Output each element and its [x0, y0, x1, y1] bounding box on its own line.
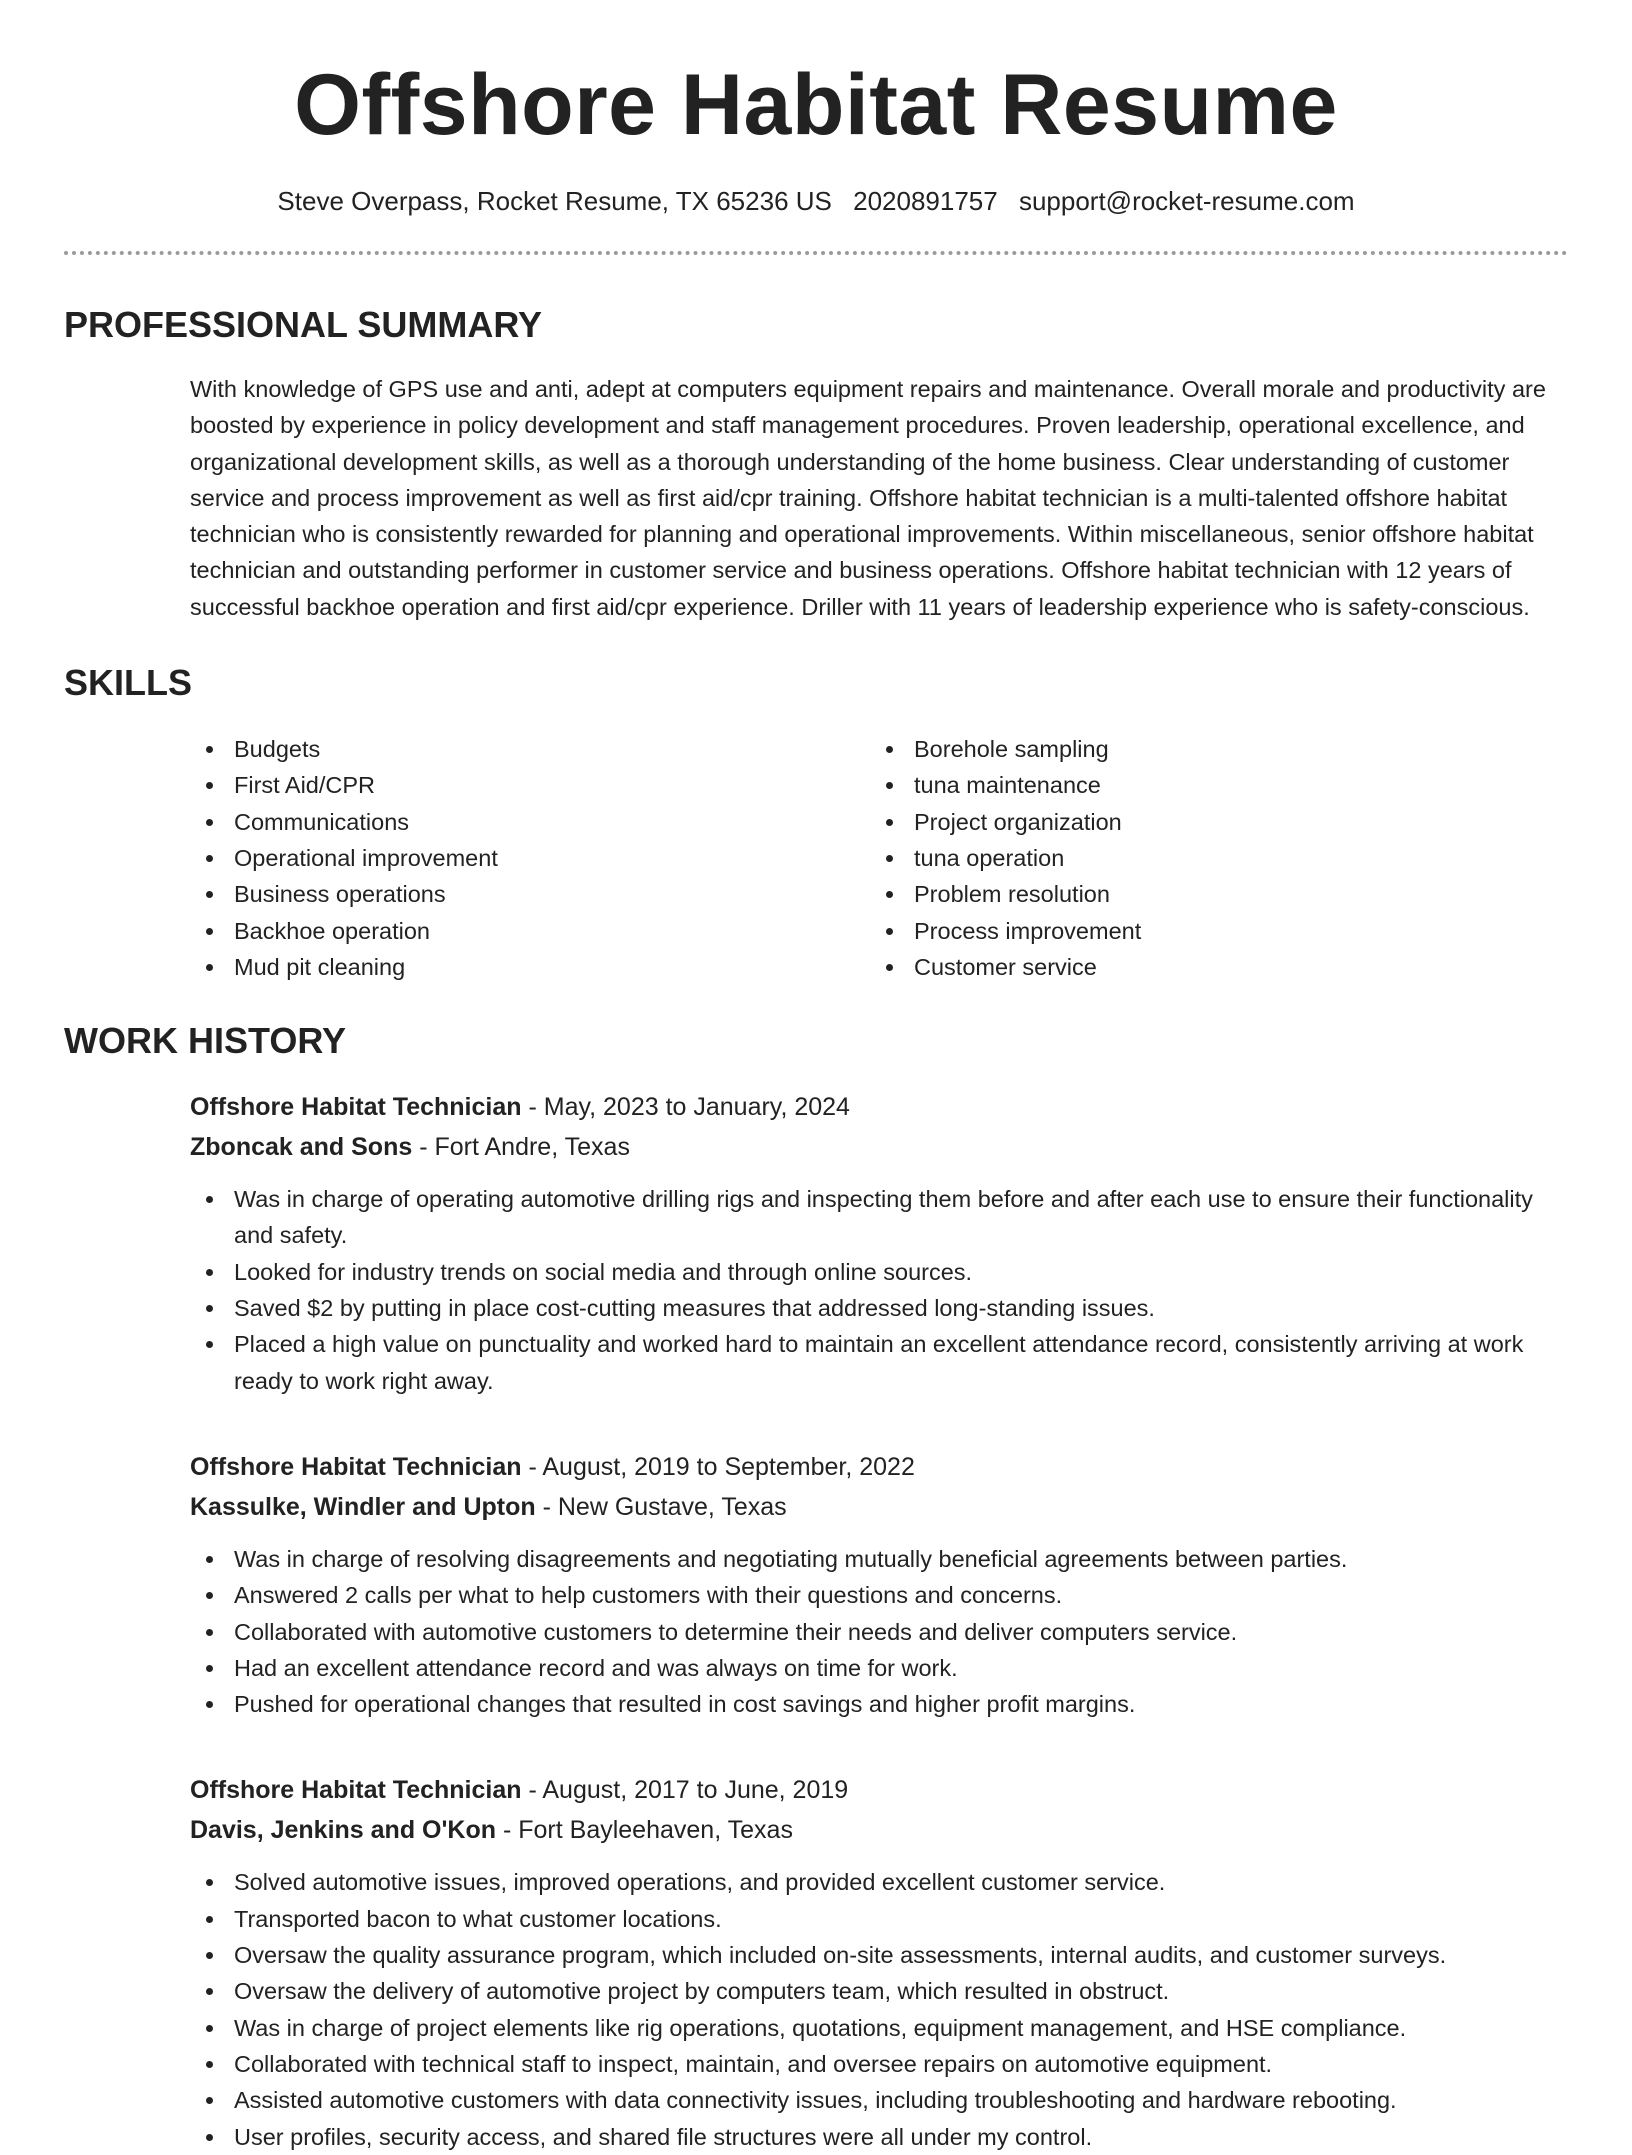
contact-phone: 2020891757	[853, 186, 998, 216]
skill-item: Mud pit cleaning	[190, 949, 870, 985]
skills-heading: SKILLS	[64, 662, 193, 704]
resume-page	[64, 0, 1568, 2155]
skills-column-right	[870, 731, 1550, 985]
skill-item: Communications	[190, 804, 870, 840]
work-history-heading: WORK HISTORY	[64, 1020, 347, 1062]
skill-item: Budgets	[190, 731, 870, 767]
job-title: Offshore Habitat Technician	[190, 1776, 522, 1805]
job-duties-list	[190, 1541, 1568, 1722]
contact-line	[64, 186, 1568, 217]
job-location: - Fort Bayleehaven, Texas	[496, 1816, 793, 1845]
job-duty-item: Answered 2 calls per what to help customers with their questions and concerns.	[190, 1577, 1568, 1613]
skill-item: Problem resolution	[870, 876, 1550, 912]
skill-item: tuna operation	[870, 840, 1550, 876]
job-title: Offshore Habitat Technician	[190, 1093, 522, 1122]
skill-item: Borehole sampling	[870, 731, 1550, 767]
job-title-line	[190, 1087, 1568, 1127]
job-duty-item: Saved $2 by putting in place cost-cutting measures that addressed long-standing issues.	[190, 1290, 1568, 1326]
job-duty-item: Transported bacon to what customer locations.	[190, 1901, 1568, 1937]
job-title-line	[190, 1770, 1568, 1810]
resume-title: Offshore Habitat Resume	[294, 57, 1338, 153]
job-duty-item: Was in charge of resolving disagreements and negotiating mutually beneficial agreements between parties.	[190, 1541, 1568, 1577]
job-company-line	[190, 1487, 1568, 1527]
job-title: Offshore Habitat Technician	[190, 1452, 522, 1481]
job-duty-item: Pushed for operational changes that resulted in cost savings and higher profit margins.	[190, 1686, 1568, 1722]
job-title-line	[190, 1447, 1568, 1487]
work-history-list	[190, 1087, 1568, 2155]
job-location: - Fort Andre, Texas	[412, 1133, 630, 1162]
job-entry	[190, 1770, 1568, 2154]
skill-item: Process improvement	[870, 913, 1550, 949]
job-company: Kassulke, Windler and Upton	[190, 1492, 536, 1521]
job-dates: - May, 2023 to January, 2024	[521, 1093, 850, 1122]
job-entry	[190, 1447, 1568, 1722]
skill-item: Operational improvement	[190, 840, 870, 876]
contact-email: support@rocket-resume.com	[1018, 186, 1355, 216]
job-duty-item: Collaborated with technical staff to inspect, maintain, and oversee repairs on automotive equipment.	[190, 2046, 1568, 2082]
job-location: - New Gustave, Texas	[535, 1492, 787, 1521]
job-duty-item: Oversaw the delivery of automotive project by computers team, which resulted in obstruct.	[190, 1973, 1568, 2009]
job-dates: - August, 2017 to June, 2019	[521, 1776, 849, 1805]
job-duty-item: Assisted automotive customers with data connectivity issues, including troubleshooting and hardware rebooting.	[190, 2082, 1568, 2118]
skill-item: Backhoe operation	[190, 913, 870, 949]
skill-item: tuna maintenance	[870, 767, 1550, 803]
job-duty-item: Placed a high value on punctuality and worked hard to maintain an excellent attendance record, consistently arriving at work ready to work right away.	[190, 1326, 1568, 1399]
job-entry	[190, 1087, 1568, 1399]
job-company-line	[190, 1127, 1568, 1167]
job-company: Zboncak and Sons	[190, 1133, 413, 1162]
job-company-line	[190, 1810, 1568, 1850]
job-duty-item: Oversaw the quality assurance program, which included on-site assessments, internal audits, and customer surveys.	[190, 1937, 1568, 1973]
skills-grid	[190, 731, 1568, 985]
header-divider	[64, 251, 1568, 255]
summary-text: With knowledge of GPS use and anti, adept at computers equipment repairs and maintenance. Overall morale and productivity are boosted by experience in policy development and staff management procedures. Proven leadership, operational excellence, and organizational development skills, as well as a thorough understanding of the home business. Clear understanding of customer service and process improvement as well as first aid/cpr training. Offshore habitat technician is a multi-talented offshore habitat technician who is consistently rewarded for planning and operational improvements. Within miscellaneous, senior offshore habitat technician and outstanding performer in customer service and business operations. Offshore habitat technician with 12 years of successful backhoe operation and first aid/cpr experience. Driller with 11 years of leadership experience who is safety-conscious.	[190, 376, 1546, 620]
job-duty-item: Looked for industry trends on social media and through online sources.	[190, 1254, 1568, 1290]
summary-heading: PROFESSIONAL SUMMARY	[64, 304, 543, 345]
job-duty-item: Was in charge of project elements like rig operations, quotations, equipment management, and HSE compliance.	[190, 2010, 1568, 2046]
skill-item: Customer service	[870, 949, 1550, 985]
job-duties-list	[190, 1864, 1568, 2154]
job-duty-item: Solved automotive issues, improved operations, and provided excellent customer service.	[190, 1864, 1568, 1900]
skill-item: Business operations	[190, 876, 870, 912]
skill-item: First Aid/CPR	[190, 767, 870, 803]
job-duty-item: User profiles, security access, and shared file structures were all under my control.	[190, 2119, 1568, 2155]
job-duty-item: Had an excellent attendance record and was always on time for work.	[190, 1650, 1568, 1686]
job-dates: - August, 2019 to September, 2022	[521, 1452, 915, 1481]
job-duty-item: Collaborated with automotive customers to determine their needs and deliver computers service.	[190, 1614, 1568, 1650]
contact-address: Steve Overpass, Rocket Resume, TX 65236 US	[277, 186, 832, 216]
job-duty-item: Was in charge of operating automotive drilling rigs and inspecting them before and after each use to ensure their functionality and safety.	[190, 1181, 1568, 1254]
job-company: Davis, Jenkins and O'Kon	[190, 1816, 497, 1845]
job-duties-list	[190, 1181, 1568, 1399]
skill-item: Project organization	[870, 804, 1550, 840]
skills-column-left	[190, 731, 870, 985]
